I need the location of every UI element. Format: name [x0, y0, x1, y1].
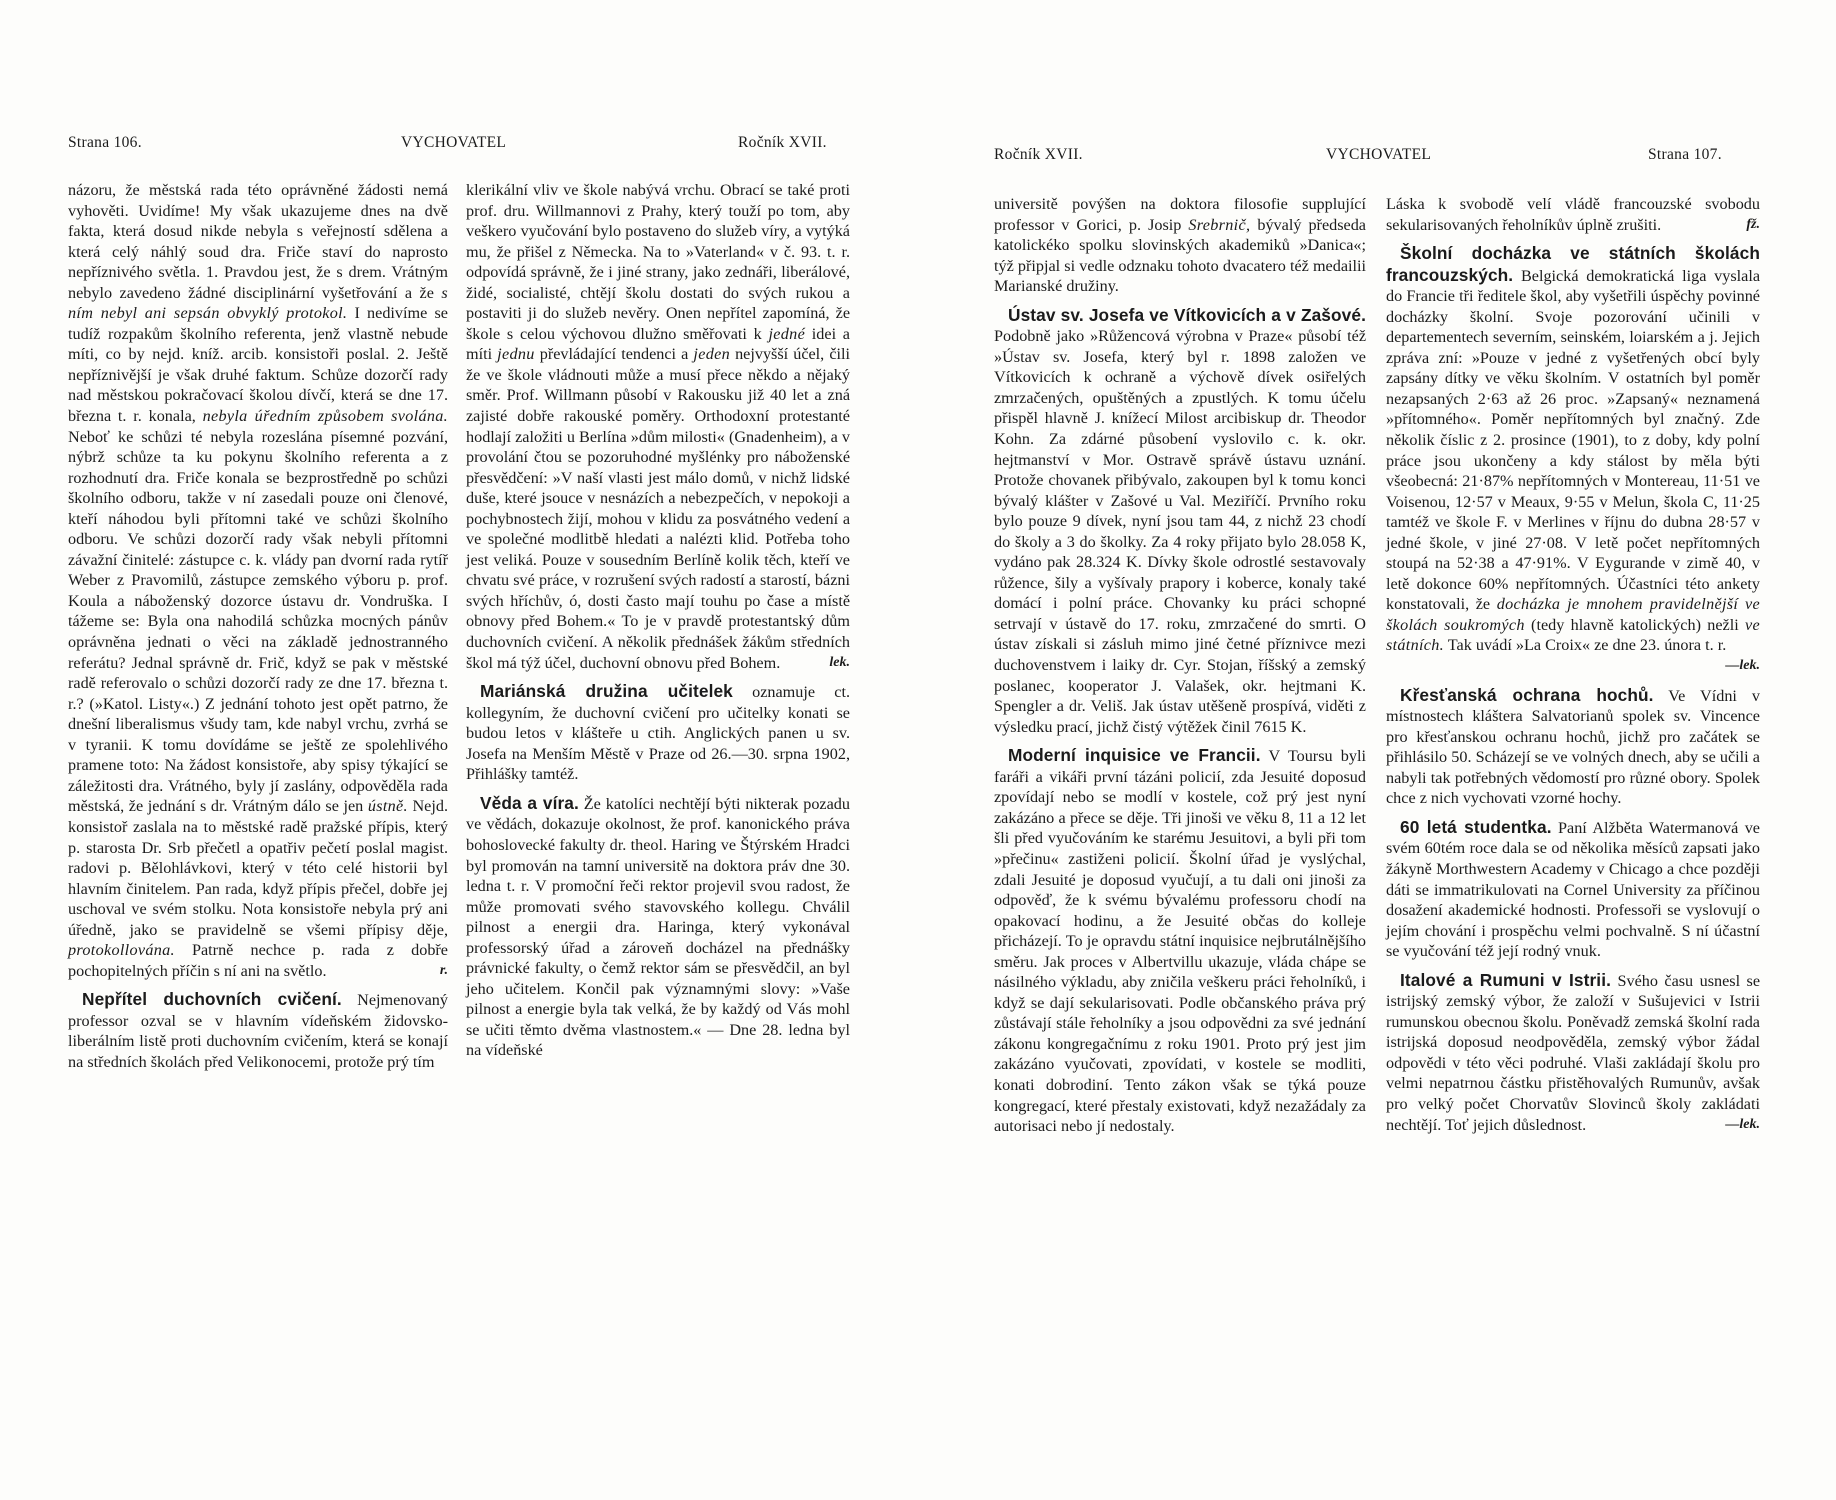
- article-italove-rumuni: Italové a Rumuni v Istrii. Svého času usnesl se istrijský zemský výbor, že založí v Sušujevici v Istrii rumunskou obecnou školu. Poněvadž zemská školní rada istrijská doposud neodpověděla, zemský výbor žádal odpovědi v této věci podruhé. Vlaši zakládají školu pro velmi nepatrnou částku přistěhovalých Rumunův, avšak pro velký počet Chorvatův Slovinců školy zakládati nechtějí. Toť jejich důslednost. —lek.: [1386, 969, 1761, 1134]
- author-signature: —lek.: [1725, 658, 1760, 674]
- volume-right: Ročník XVII.: [994, 146, 1083, 163]
- article-veda-a-vira: Věda a víra. Že katolíci nechtějí býti nikterak pozadu ve vědách, dokazuje okolnost, že prof. kanonického práva bohoslovecké fakulty dr. theol. Haring ve Štýrském Hradci byl promován na tamní universitě na doktora práv dne 30. ledna t. r. V promoční řeči rektor projevil svou radost, že může promovati svého stavovského kollegu. Chválil pilnost a energii dra. Haringa, který vykonával professorský úřad a zároveň docházel na přednášky právnické fakulty, o čemž rektor sám se přesvědčil, an byl jeho učitelem. Končil pak významnými slovy: »Vaše pilnost a energie byla tak velká, že by každý od Vás mohl se učiti těmto dvěma vlastnostem.« — Dne 28. ledna byl na vídeňské: [466, 792, 850, 1060]
- article-continuation: názoru, že městská rada této oprávněné žádosti nemá vyhověti. Uvidíme! My však ukazujeme dnes na dvě fakta, která dosud nikde nebyla s veřejností sdělena a která celý náhlý soud dra. Friče staví do naprosto nepříznivého světla. 1. Pravdou jest, že s drem. Vrátným nebylo zavedeno žádné disciplinární vyšetřování a že s ním nebyl ani sepsán obvyklý protokol. I nedivíme se tudíž rozpakům školního referenta, jenž vlastně nebude míti, co by nejd. kníž. arcib. konsistoři poslal. 2. Ještě nepříznivější je však druhé faktum. Schůze dozorčí rady nad městskou pokračovací školou dívčí, která se dne 17. března t. r. konala, nebyla úředním způsobem svolána. Neboť ke schůzi té nebyla rozeslána písemné pozvání, nýbrž schůze ta ku pokynu školního referenta a z rozhodnutí dra. Friče konala se bezprostředně po schůzi školního odboru, takže v ní zasedali pouze oni členové, kteří náhodou byli přítomni také ve schůzi školního odboru. Ve schůzi dozorčí rady však nebyli přítomni závažní činitelé: zástupce c. k. vlády pan dvorní rada rytíř Weber z Pravomilů, zástupce zemského výboru p. prof. Koula a náboženský dozorce ústavu dr. Vondruška. I tážeme se: Byla ona nahodilá schůzka mocných pánův oprávněna jednati o věci na základě jednostranného referátu? Jednal správně dr. Frič, když se pak v městské radě referovalo o schůzi dozorčí rady ze dne 17. března t. r.? (»Katol. Listy«.) Z jednání tohoto jest opět patrno, že dnešní liberalismus všudy tam, kde nabyl vrchu, zvrhá se v tyranii. K tomu dovídáme se ještě ze spolehlivého pramene toto: Na žádost konsistoře, aby spisy týkající se záležitosti dra. Vrátného, byly jí zaslány, odpověděla rada městská, že jednání s dr. Vrátným dálo se jen ústně. Nejd. konsistoř zaslala na to městské radě pražské přípis, který p. starosta Dr. Srb přečetl a opatřiv pečetí poslal magist. radovi p. Bělohlávkovi, který v této celé historii byl hlavním činitelem. Pan rada, když přípis přečel, dobře jej uschoval ve svém stolku. Nota konsistoře nebyla prý ani úředně, jako se pravidelně se všemi přípisy děje, protokollována. Patrně nechce p. rada z dobře pochopitelných příčin s ní ani na světlo. r.: [68, 181, 448, 980]
- author-signature: fž.: [1746, 216, 1760, 232]
- author-signature: lek.: [829, 654, 850, 670]
- article-skolni-dochazka: Školní docházka ve státních školách francouzských. Belgická demokratická liga vyslala do Francie tři ředitele škol, aby vyšetřili úspěchy povinné docházky školní. Svoje pozorování učinili v departementech severním, seinském, loiarském a j. Jejich zpráva zní: »Pouze v jedné z vyšetřených obcí byly zapsány dítky ve věku školním. V ostatních byl poměr nezapsaných 2·63 až 26 proc. »Zapsaný« neznamená »přítomného«. Poměr nepřítomných byl značný. Zde několik číslic z 2. prosince (1901), to z doby, kdy polní práce jsou ukončeny a kdy stálost by měla býti všeobecná: 21·87% nepřítomných v Montereau, 11·51 ve Voisenou, 12·57 v Meaux, 9·55 v Melun, škola C, 11·25 tamtéž ve škole F. v Merlines v říjnu do dubna 28·57 v jedné škole, v jiné 27·08. V letě počet nepřítomných stoupá na 52·38 a 47·91%. V Eygurande v zimě 40, v letě dokonce 60% nepřítomných. Účastníci této ankety konstatovali, že docházka je mnohem pravidelnější ve školách soukromých (tedy hlavně katolických) nežli ve státních. Tak uvádí »La Croix« ze dne 23. února t. r. —lek.: [1386, 243, 1760, 656]
- page-number-right: Strana 107.: [1648, 146, 1722, 163]
- article-continuation-4: Láska k svobodě velí vládě francouzské svobodu sekularisovaných řeholníkův úplně zrušiti. fž.: [1386, 195, 1760, 234]
- article-heading: Školní docházka ve státních školách francouzských.: [1386, 243, 1760, 285]
- article-ustav: Ústav sv. Josefa ve Vítkovicích a v Zašové. Podobně jako »Růžencová výrobna v Praze« působí též »Ústav sv. Josefa, který byl r. 1898 založen ve Vítkovicích k ochraně a výchově dívek osiřelých zmrzačených, opuštěných a zpustlých. K tomu účelu přispěl hlavně J. knížecí Milost arcibiskup dr. Theodor Kohn. Za zdárné působení vyslovilo c. k. okr. hejtmanství v Mor. Ostravě správě ústavu uznání. Protože chovanek přibývalo, zakoupen byl k tomu konci bývalý klášter v Zašové u Val. Meziříčí. Prvního roku bylo pouze 9 dívek, nyní jsou tam 44, z nichž 23 chodí do školy a 3 do školky. Za 4 roky přijato bylo 28.058 K, vydáno pak 28.324 K. Dívky škole odrostlé sestavovaly růžence, šily a vyšívaly prapory i koberce, konaly také domácí i polní práce. Chovanky ku práci schopné setrvají v ústavě do 17. roku, zmrzačené do smrti. O ústav získali si zásluh mimo jiné četné příznivce mezi duchovenstvem i laiky dr. Cyr. Stojan, říšský a zemský poslanec, kooperator J. Valašek, okr. hejtmani K. Spengler a dr. Veliš. Jak ústav utěšeně prospívá, viděti z výsledku prací, jichž čistý výtěžek činil 7615 K.: [994, 304, 1366, 736]
- article-heading: 60 letá studentka.: [1400, 816, 1552, 837]
- article-studentka: 60 letá studentka. Paní Alžběta Watermanová ve svém 60tém roce dala se od několika měsíců zapsati jako žákyně Morthwestern Academy v Chicago a chce později dáti se immatrikulovati na Cornel University za příčinou dosažení akademické hodnosti. Professoři se vyslovují o jejím chování i prospěchu velmi pochvalně. S ní účastní se vyučování též její rodný vnuk.: [1386, 816, 1760, 961]
- article-heading: Věda a víra.: [480, 792, 579, 813]
- article-heading: Mariánská družina učitelek: [480, 681, 733, 702]
- article-inquisice: Moderní inquisice ve Francii. V Toursu byli faráři a vikáři první tázáni policií, zda Jesuité doposud zpovídají nebo se modlí v kostele, což prý jest nyní zakázáno a přece se děje. Tři jinoši ve věku 8, 11 a 12 let šli před vyučováním ke starému Jesuitovi, a byli při tom »přečinu« zastiženi policií. Školní úřad je vyslýchal, zdali Jesuité je doposud vyučují, a tu dali oni jinoši za odpověď, že k svému bývalému professoru chodí na opakovací hodinu, a že Jesuité občas do kolleje přicházejí. To je opravdu státní inquisice nejbrutálnějšího směru. Jak proces v Albertvillu ukazuje, vláda chápe se násilného výkladu, aby zničila veškeru práci řeholníků, i když se dají sekularisovati. Podle občanského práva prý zůstávají stále řeholníky a jsou odpovědni za své jednání zákonu kongregačnímu z roku 1901. Proto prý jest jim zakázáno vyučovati, zpovídati, v kostele se modliti, konati dobrodiní. Tento zákon však se týká pouze kongregací, které přestaly existovati, když nezažádaly za autorisaci nebo jí nedostaly.: [994, 745, 1366, 1136]
- journal-title-left: VYCHOVATEL: [401, 134, 507, 151]
- article-continuation-3: universitě povýšen na doktora filosofie supplující professor v Gorici, p. Josip Srebrnič, bývalý předseda katolickéko spolku slovinských akademiků »Danica«; týž připjal si vedle odznaku tohoto dvacatero též medailii Marianské družiny.: [994, 195, 1366, 296]
- article-heading: Nepřítel duchovních cvičení.: [82, 989, 342, 1010]
- article-heading: Ústav sv. Josefa ve Vítkovicích a v Zašové.: [1008, 304, 1366, 325]
- journal-title-right: VYCHOVATEL: [1326, 146, 1432, 163]
- article-neprítel: Nepřítel duchovních cvičení. Nejmenovaný professor ozval se v hlavním vídeňském židovsko-liberálním listě proti duchovním cvičením, která se konají na středních školách před Velikonocemi, protože prý tím: [68, 989, 448, 1071]
- right-column-2: [1386, 194, 1760, 1135]
- right-page: [918, 0, 1836, 1500]
- article-heading: Křesťanská ochrana hochů.: [1400, 684, 1654, 705]
- article-continuation-2: klerikální vliv ve škole nabývá vrchu. Obrací se také proti prof. dru. Willmannovi z Prahy, který touží po tom, aby veškero vyučování bylo postaveno do služeb víry, a vytýká mu, že přišel z Německa. Na to »Vaterland« v č. 93. t. r. odpovídá správně, že i jiné strany, jako zednáři, liberálové, židé, socialisté, chtějí školu dostati do svých rukou a postaviti ji do služeb nevěry. Onen nepřítel zapomíná, že škole s celou výchovou dlužno směřovati k jedné idei a míti jednu převládající tendenci a jeden nejvyšší účel, čili že ve škole vládnouti může a musí přece někdo a nějaký směr. Prof. Willmann působí v Rakousku již 40 let a zná zajisté dobře rakouské poměry. Orthodoxní protestanté hodlají založiti u Berlína »dům milosti« (Gnadenheim), a v provolání čtou se pozoruhodné myšlénky pro náboženské přesvědčení: »V naší vlasti jest málo domů, v nichž lidské duše, které jsouce v nesnázích a nebezpečích, v nepokoji a pochybnostech žijí, mohou v klidu za posvátného vedení a ve společné modlitbě hledati a nalézti klid. Potřeba toho jest veliká. Pouze v sousedním Berlíně kolik těch, kteří ve chvatu své práce, v rozrušení svých radostí a starostí, bázni svých hříchův, ó, dosti často mají touhu po čase a místě obnovy před Bohem.« To je v pravdě protestantský dům duchovních cvičení. A několik přednášek žákům středních škol má týž účel, duchovní obnovu před Bohem. lek.: [466, 181, 850, 672]
- article-marianska: Mariánská družina učitelek oznamuje ct. kollegyním, že duchovní cvičení pro učitelky konati se budou letos v klášteře u ctih. Anglických panen u sv. Josefa na Menším Městě v Praze od 26.—30. srpna 1902, Přihlášky tamtéž.: [466, 681, 851, 784]
- page-number-left: Strana 106.: [68, 134, 142, 151]
- article-ochrana-hochu: Křesťanská ochrana hochů. Ve Vídni v místnostech kláštera Salvatorianů spolek sv. Vincence pro křesťanskou ochranu hochů, jichž pro začátek se přihlásilo 50. Scházejí se ve volných dnech, aby se učili a nabyli tak potřebných vědomostí pro různé obory. Spolek chce z nich vychovati vzorné hochy.: [1386, 684, 1760, 808]
- article-heading: Italové a Rumuni v Istrii.: [1400, 969, 1612, 990]
- left-column-1: [68, 180, 448, 1073]
- author-signature: r.: [439, 962, 448, 978]
- right-column-1: [994, 194, 1366, 1137]
- left-column-2: [466, 180, 850, 1061]
- volume-left: Ročník XVII.: [738, 134, 827, 151]
- author-signature: —lek.: [1725, 1116, 1760, 1132]
- article-heading: Moderní inquisice ve Francii.: [1008, 745, 1261, 766]
